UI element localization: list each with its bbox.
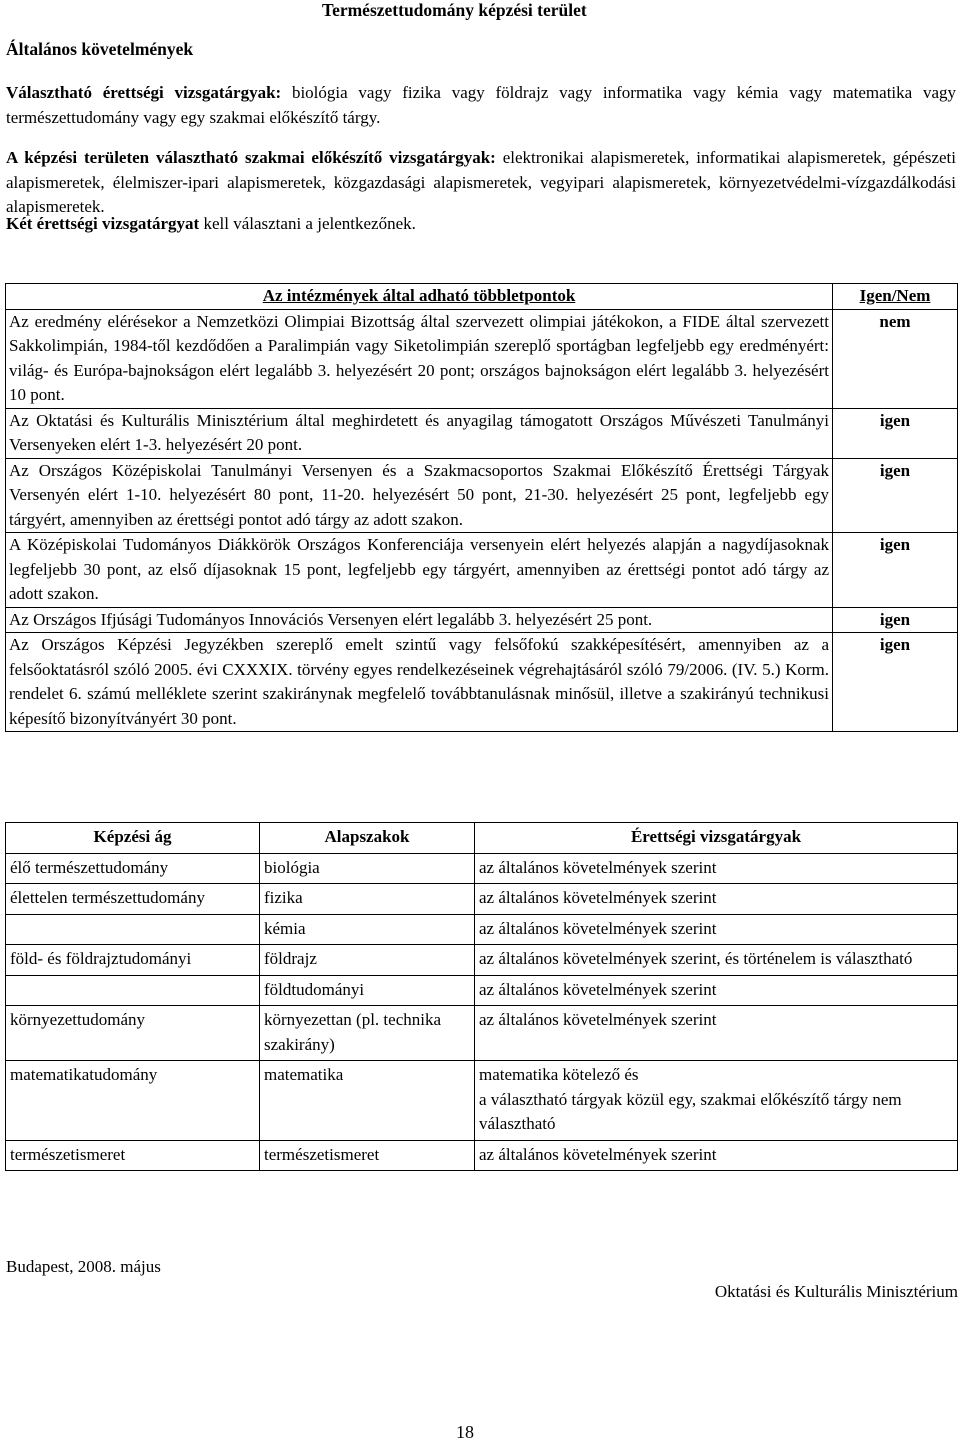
paragraph-text: elektronikai alapismeretek, informatikai alapismeretek, gépészeti alapismeretek, élelmiszer-ipari alapismeretek, közgazdasági alapismeretek, vegyipari alapismeretek, környezetvédelmi-vízgazdálkodási alapismeretek.: [6, 148, 956, 216]
major-cell: földrajz: [260, 945, 475, 976]
subjects-cell: az általános követelmények szerint: [475, 914, 958, 945]
major-cell: biológia: [260, 853, 475, 884]
branch-cell: matematikatudomány: [6, 1061, 260, 1141]
subjects-cell: az általános követelmények szerint: [475, 975, 958, 1006]
table-row: [6, 458, 958, 533]
subjects-cell: az általános követelmények szerint: [475, 1140, 958, 1171]
issuer-signature-line: Oktatási és Kulturális Minisztérium: [714, 1282, 958, 1301]
bonus-description: Az Oktatási és Kulturális Minisztérium által meghirdetett és anyagilag támogatott Országos Művészeti Tanulmányi Versenyeken elért 1-3. helyezésért 20 pont.: [6, 408, 833, 458]
table-row: [6, 408, 958, 458]
column-header-exam-subjects: Érettségi vizsgatárgyak: [475, 823, 958, 854]
subjects-cell: az általános követelmények szerint: [475, 853, 958, 884]
column-header-bonus: Az intézmények által adható többletpontok: [6, 284, 833, 310]
subjects-cell: az általános követelmények szerint: [475, 884, 958, 915]
bonus-description: Az Országos Képzési Jegyzékben szereplő emelt szintű vagy felsőfokú szakképesítésért, amennyiben az a felsőoktatásról szóló 2005. évi CXXXIX. törvény egyes rendelkezéseinek végrehajtásáról szóló 79/2006. (IV. 5.) Korm. rendelet 6. számú melléklete szerint szakiránynak megfelelő továbbtanulásnak minősül, illetve a szakirányú technikusi képesítő bizonyítványért 30 pont.: [6, 633, 833, 732]
branch-cell: környezettudomány: [6, 1006, 260, 1061]
paragraph-lead: Két érettségi vizsgatárgyat: [6, 214, 200, 233]
page-number: 18: [456, 1422, 474, 1442]
branch-cell: [6, 975, 260, 1006]
bonus-answer: nem: [833, 309, 958, 408]
paragraph-text: kell választani a jelentkezőnek.: [199, 214, 416, 233]
table-row: [6, 853, 958, 884]
subjects-cell: matematika kötelező és a választható tárgyak közül egy, szakmai előkészítő tárgy nem választható: [475, 1061, 958, 1141]
bonus-description: Az eredmény elérésekor a Nemzetközi Olimpiai Bizottság által szervezett olimpiai játékokon, a FIDE által szervezett Sakkolimpián, 1984-től kezdődően a Paralimpián vagy Siketolimpián szereplő sportágban legfeljebb egy eredményért: világ- és Európa-bajnokságon elért legalább 3. helyezésért 20 pont; országos bajnokságon elért legalább 3. helyezésért 10 pont.: [6, 309, 833, 408]
bonus-description: Az Országos Középiskolai Tanulmányi Versenyen és a Szakmacsoportos Szakmai Előkészítő Érettségi Tárgyak Versenyén elért 1-10. helyezésért 80 pont, 11-20. helyezésért 50 pont, 21-30. helyezésért 25 pont, legfeljebb egy tárgyért, amennyiben az érettségi pontot adó tárgy az adott szakon.: [6, 458, 833, 533]
table-row: [6, 975, 958, 1006]
column-header-yes-no: Igen/Nem: [833, 284, 958, 310]
paragraph-lead: Választható érettségi vizsgatárgyak:: [6, 83, 282, 102]
table-header-row: [6, 284, 958, 310]
bonus-description: A Középiskolai Tudományos Diákkörök Országos Konferenciája versenyein elért helyezés alapján a nagydíjasoknak legfeljebb 30 pont, az első díjasoknak 15 pont, legfeljebb egy tárgyért, amennyiben az érettségi pontot adó tárgy az adott szakon.: [6, 533, 833, 608]
branch-cell: természetismeret: [6, 1140, 260, 1171]
bonus-answer: igen: [833, 458, 958, 533]
branch-cell: [6, 914, 260, 945]
branch-cell: föld- és földrajztudományi: [6, 945, 260, 976]
major-cell: természetismeret: [260, 1140, 475, 1171]
column-header-branch: Képzési ág: [6, 823, 260, 854]
paragraph-text: biológia vagy fizika vagy földrajz vagy informatika vagy kémia vagy matematika vagy természettudomány vagy egy szakmai előkészítő tárgy.: [6, 83, 956, 127]
major-cell: fizika: [260, 884, 475, 915]
table-row: [6, 1140, 958, 1171]
paragraph-vocational-subjects: [6, 146, 956, 220]
subjects-cell: az általános követelmények szerint, és történelem is választható: [475, 945, 958, 976]
table-header-row: [6, 823, 958, 854]
table-row: [6, 633, 958, 732]
major-cell: matematika: [260, 1061, 475, 1141]
branch-cell: élő természettudomány: [6, 853, 260, 884]
bonus-answer: igen: [833, 633, 958, 732]
table-row: [6, 309, 958, 408]
branch-cell: élettelen természettudomány: [6, 884, 260, 915]
document-date: Budapest, 2008. május: [6, 1257, 161, 1276]
table-row: [6, 607, 958, 633]
table-row: [6, 1061, 958, 1141]
major-cell: földtudományi: [260, 975, 475, 1006]
column-header-major: Alapszakok: [260, 823, 475, 854]
table-row: [6, 914, 958, 945]
major-cell: kémia: [260, 914, 475, 945]
table-row: [6, 884, 958, 915]
bonus-description: Az Országos Ifjúsági Tudományos Innovációs Versenyen elért legalább 3. helyezésért 25 pont.: [6, 607, 833, 633]
table-row: [6, 1006, 958, 1061]
table-row: [6, 533, 958, 608]
section-title: Általános követelmények: [6, 39, 194, 59]
bonus-answer: igen: [833, 408, 958, 458]
paragraph-elective-subjects: [6, 81, 956, 130]
subjects-cell: az általános követelmények szerint: [475, 1006, 958, 1061]
bonus-points-table: [5, 283, 958, 732]
table-row: [6, 945, 958, 976]
training-branch-table: [5, 822, 958, 1171]
major-cell: környezettan (pl. technika szakirány): [260, 1006, 475, 1061]
bonus-answer: igen: [833, 607, 958, 633]
paragraph-lead: A képzési területen választható szakmai előkészítő vizsgatárgyak:: [6, 148, 496, 167]
page-header-title: Természettudomány képzési terület: [322, 0, 587, 20]
paragraph-subject-count: [6, 212, 956, 237]
bonus-answer: igen: [833, 533, 958, 608]
